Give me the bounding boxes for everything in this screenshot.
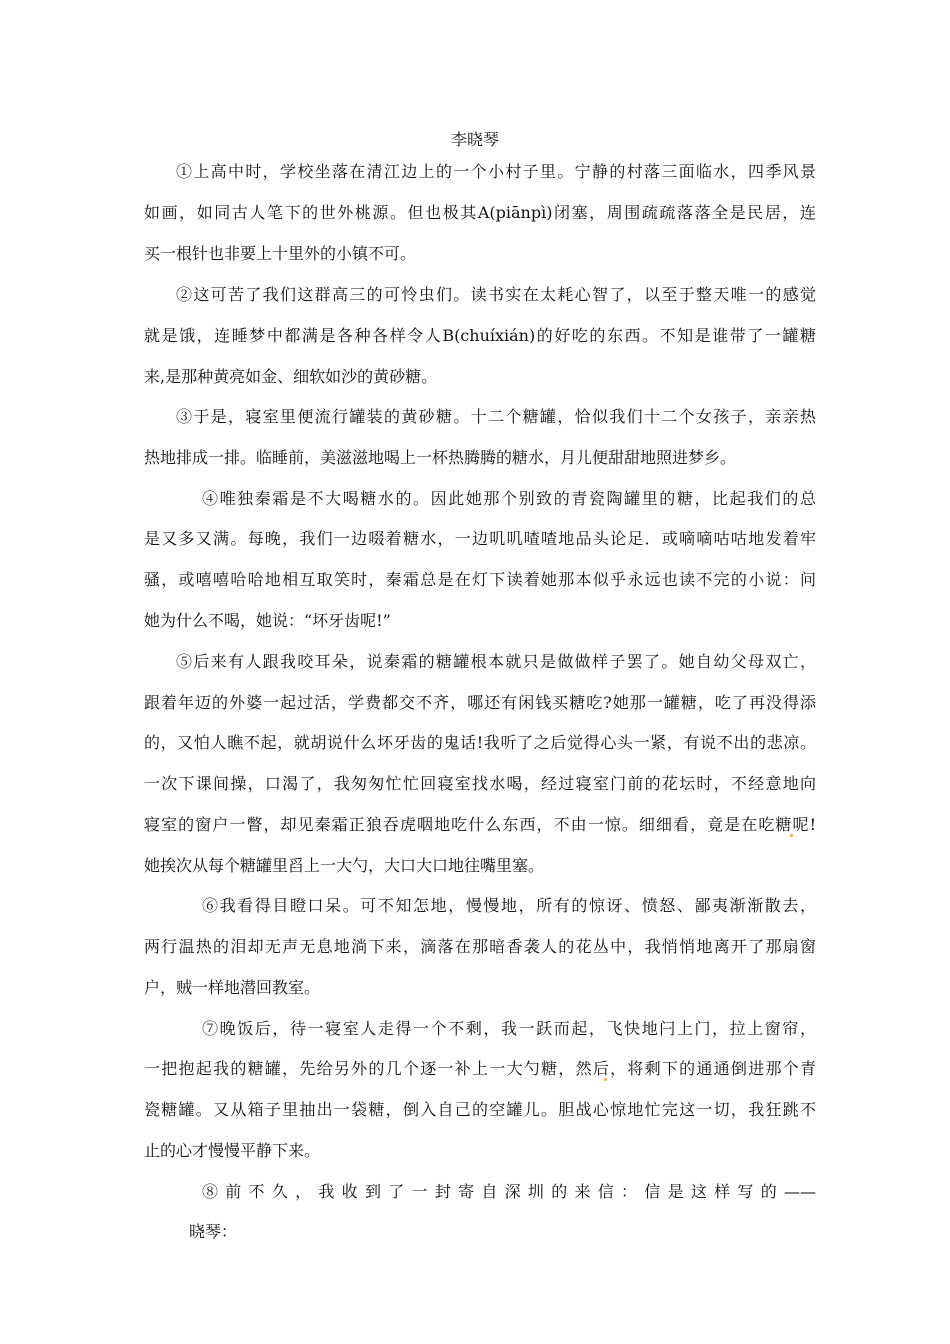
text-line: 的，又怕人瞧不起，就胡说什么坏牙齿的鬼话!我听了之后觉得心头一紧，有说不出的悲凉。 [144,733,816,752]
text-line: 寝室的窗户一瞥，却见秦霜正狼吞虎咽地吃什么东西，不由一惊。细细看，竟是在吃糖呢! [144,815,816,834]
text-line: ⑦晚饭后，待一寝室人走得一个不剩，我一跃而起，飞快地闩上门，拉上窗帘， [202,1019,816,1038]
text-line: ⑧前不久，我收到了一封寄自深圳的来信：信是这样写的—— [202,1182,816,1201]
text-line: ④唯独秦霜是不大喝糖水的。因此她那个别致的青瓷陶罐里的糖，比起我们的总 [202,489,816,508]
text-line: 她挨次从每个糖罐里舀上一大勺，大口大口地往嘴里塞。 [144,856,545,875]
text-line: 跟着年迈的外婆一起过活，学费都交不齐，哪还有闲钱买糖吃?她那一罐糖，吃了再没得添 [144,693,816,712]
text-line: 晓琴： [189,1222,238,1241]
scan-speck [604,1078,607,1081]
text-line: 户，贼一样地潜回教室。 [144,978,321,997]
text-line: 骚，或嘻嘻哈哈地相互取笑时，秦霜总是在灯下读着她那本似乎永远也读不完的小说：问 [144,570,816,589]
text-line: 如画，如同古人笔下的世外桃源。但也极其A(piānpì)闭塞，周围疏疏落落全是民居，连 [144,203,816,222]
text-line: 买一根针也非要上十里外的小镇不可。 [144,244,417,263]
text-line: 一次下课间操，口渴了，我匆匆忙忙回寝室找水喝，经过寝室门前的花坛时，不经意地向 [144,774,816,793]
text-line: 就是饿，连睡梦中都满是各种各样令人B(chuíxián)的好吃的东西。不知是谁带了一罐糖 [144,326,816,345]
text-line: 她为什么不喝，她说：“坏牙齿呢!” [144,611,391,630]
text-line: 来,是那种黄亮如金、细软如沙的黄砂糖。 [144,367,438,386]
text-line: ⑥我看得目瞪口呆。可不知怎地，慢慢地，所有的惊讶、愤怒、鄙夷渐渐散去， [202,896,816,915]
text-line: 瓷糖罐。又从箱子里抽出一袋糖，倒入自己的空罐儿。胆战心惊地忙完这一切，我狂跳不 [144,1100,816,1119]
text-line: 两行温热的泪却无声无息地淌下来，滴落在那暗香袭人的花丛中，我悄悄地离开了那扇窗 [144,937,816,956]
text-line: ①上高中时，学校坐落在清江边上的一个小村子里。宁静的村落三面临水，四季风景 [176,162,816,181]
text-line: 是又多又满。每晚，我们一边啜着糖水，一边叽叽喳喳地品头论足．或嘀嘀咕咕地发着牢 [144,529,816,548]
text-line: 热地排成一排。临睡前，美滋滋地喝上一杯热腾腾的糖水，月儿便甜甜地照进梦乡。 [144,448,737,467]
text-line: ⑤后来有人跟我咬耳朵，说秦霜的糖罐根本就只是做做样子罢了。她自幼父母双亡， [176,652,816,671]
scan-speck [790,834,793,837]
text-line: ②这可苦了我们这群高三的可怜虫们。读书实在太耗心智了，以至于整天唯一的感觉 [176,285,816,304]
document-title: 李晓琴 [450,130,499,149]
text-line: ③于是，寝室里便流行罐装的黄砂糖。十二个糖罐，恰似我们十二个女孩子，亲亲热 [176,407,816,426]
text-line: 止的心才慢慢平静下来。 [144,1141,321,1160]
text-line: 一把抱起我的糖罐，先给另外的几个逐一补上一大勺糖，然后，将剩下的通通倒进那个青 [144,1059,816,1078]
